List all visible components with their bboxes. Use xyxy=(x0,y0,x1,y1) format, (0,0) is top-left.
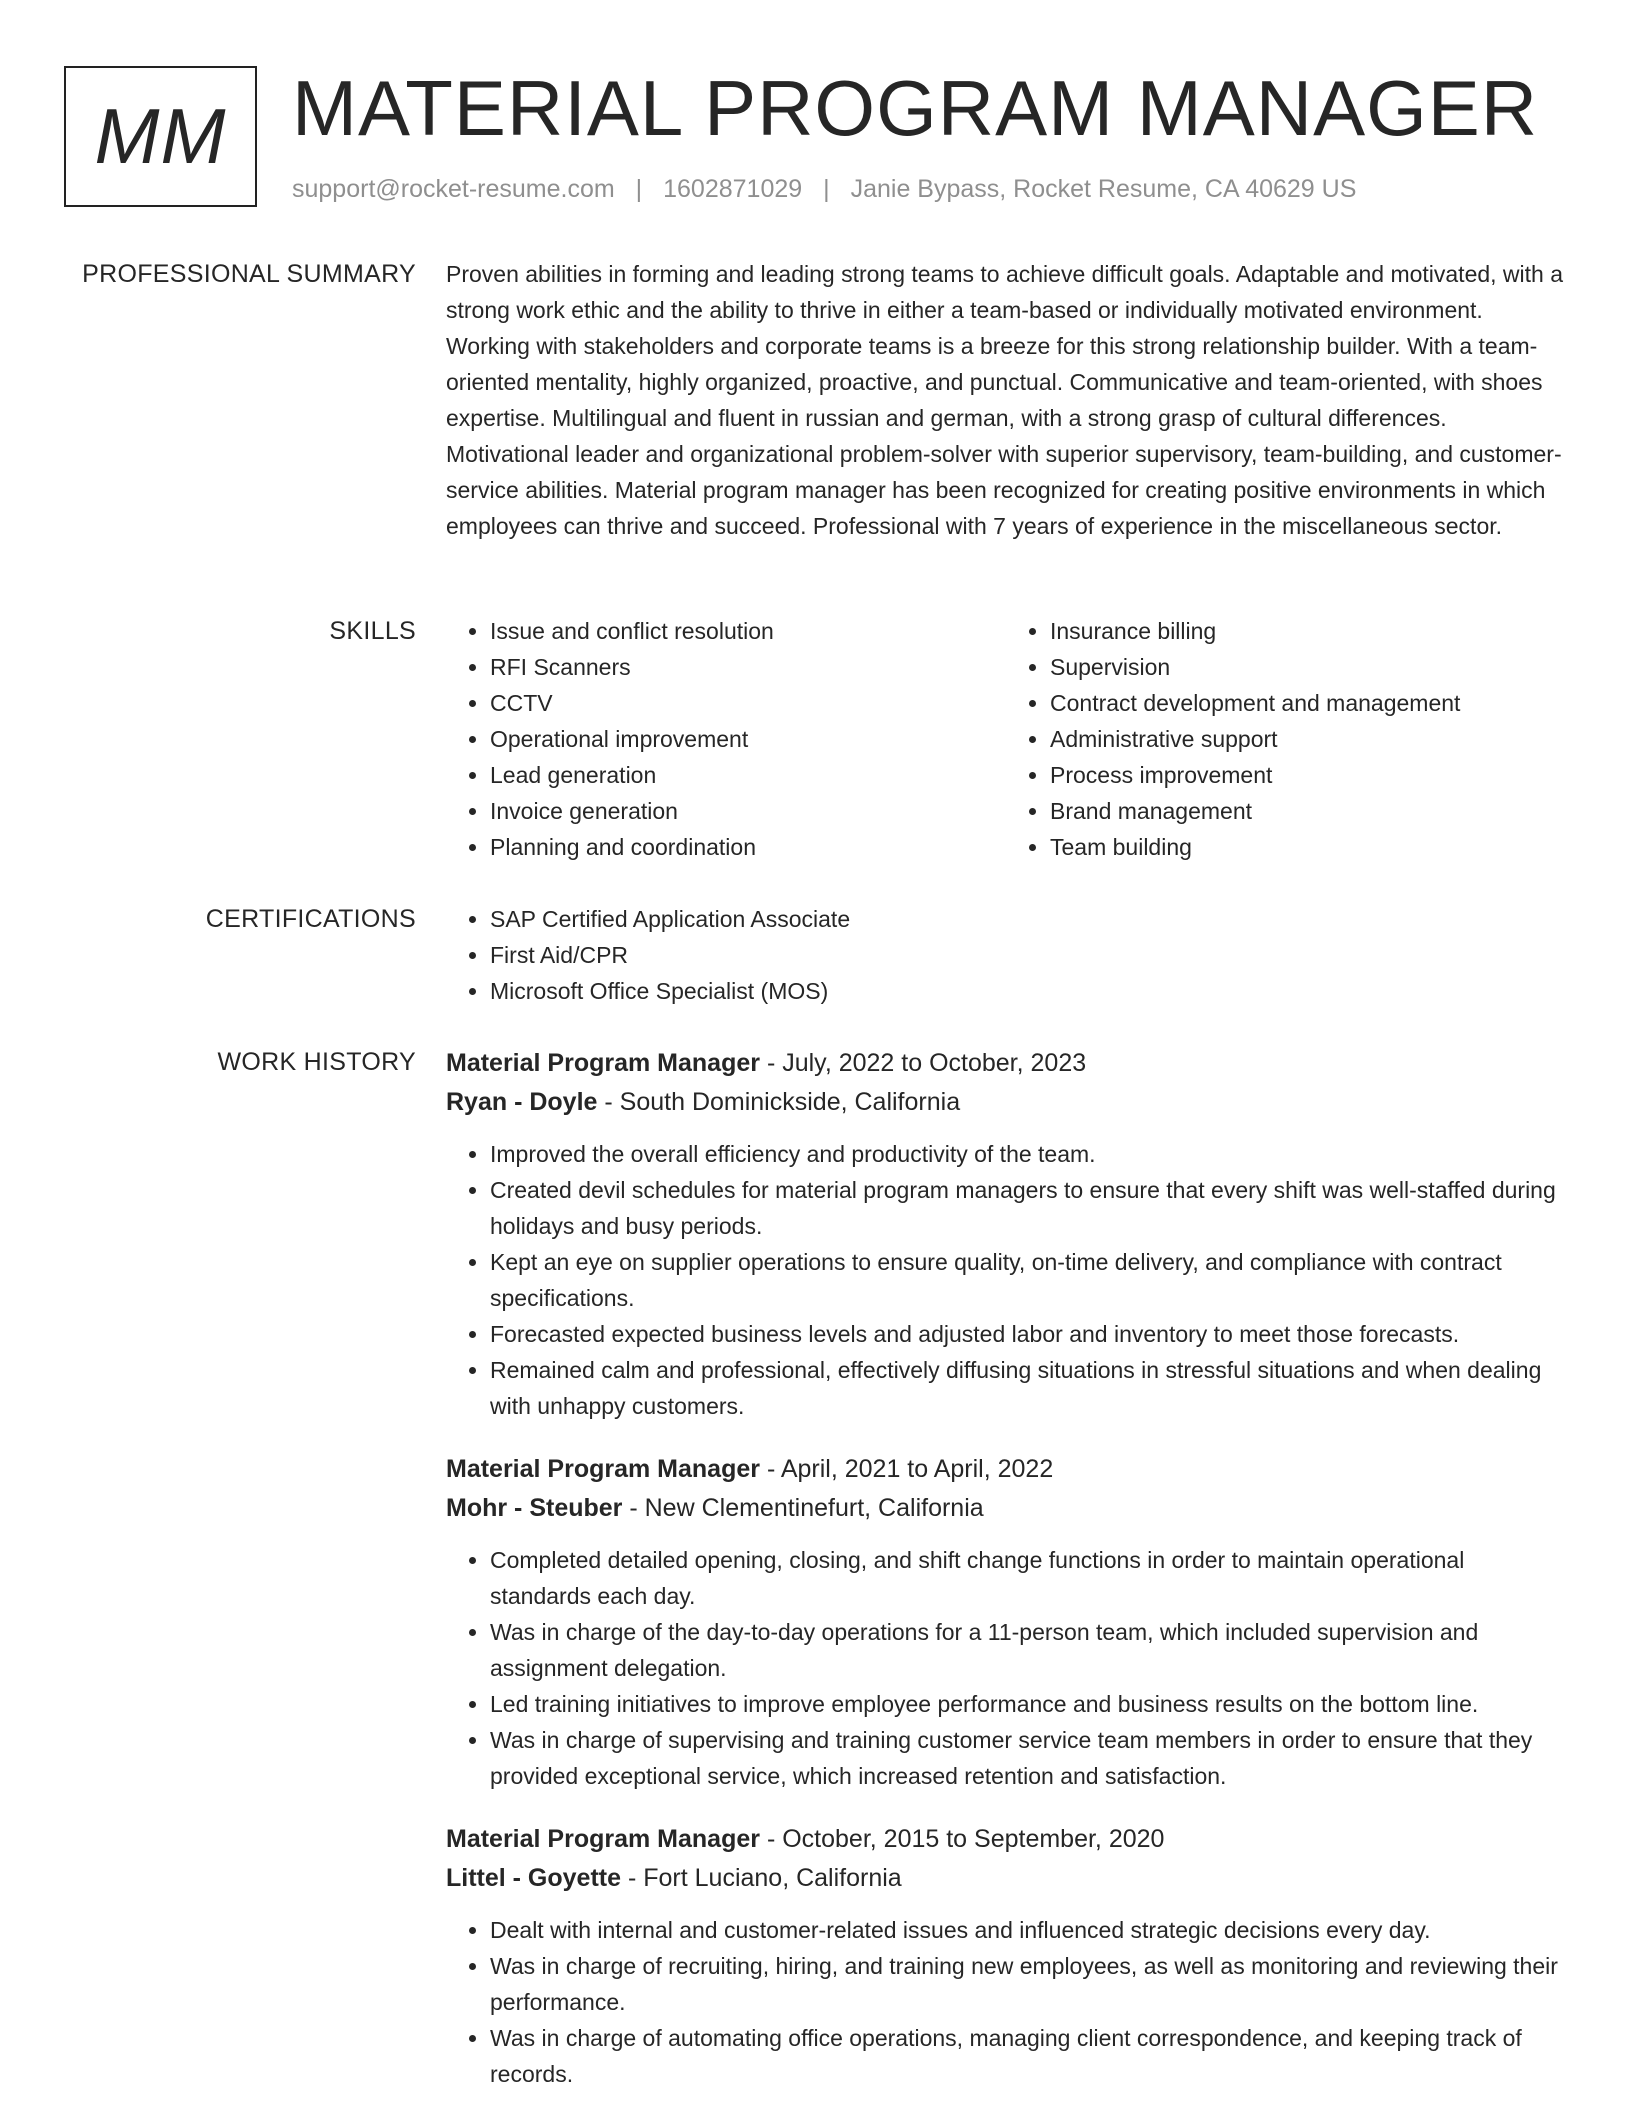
job-bullet: • Forecasted expected business levels and adjusted labor and inventory to meet those forecasts. xyxy=(490,1316,1566,1352)
job-entry xyxy=(446,1044,1566,1424)
job-dates: - July, 2022 to October, 2023 xyxy=(766,1049,1087,1077)
skill-item: • Administrative support xyxy=(1050,721,1566,757)
monogram-logo: MM xyxy=(64,66,257,207)
skill-item: • Insurance billing xyxy=(1050,613,1566,649)
skill-item: • Contract development and management xyxy=(1050,685,1566,721)
job-bullet: • Led training initiatives to improve employee performance and business results on the bottom line. xyxy=(490,1686,1566,1722)
job-bullet: • Was in charge of recruiting, hiring, and training new employees, as well as monitoring and reviewing their performance. xyxy=(490,1948,1566,2020)
contact-line xyxy=(292,172,1356,207)
job-bullets xyxy=(446,1136,1566,1424)
section-heading-skills: SKILLS xyxy=(329,617,416,645)
job-bullet: • Kept an eye on supplier operations to ensure quality, on-time delivery, and compliance with contract specifications. xyxy=(490,1244,1566,1316)
skill-item: • Operational improvement xyxy=(490,721,1006,757)
job-bullet: • Improved the overall efficiency and productivity of the team. xyxy=(490,1136,1566,1172)
certifications-body xyxy=(446,901,1566,1009)
job-dates: - April, 2021 to April, 2022 xyxy=(766,1455,1054,1483)
job-dates: - October, 2015 to September, 2020 xyxy=(766,1825,1165,1853)
job-title: Material Program Manager xyxy=(446,1825,760,1853)
job-title: Material Program Manager xyxy=(446,1049,760,1077)
section-heading-certifications: CERTIFICATIONS xyxy=(205,905,416,933)
job-bullets xyxy=(446,1912,1566,2092)
certification-item: • Microsoft Office Specialist (MOS) xyxy=(490,973,1566,1009)
job-location: - South Dominickside, California xyxy=(604,1088,961,1116)
job-location: - New Clementinefurt, California xyxy=(629,1494,984,1522)
skills-list-left xyxy=(446,613,1006,865)
job-company-line xyxy=(446,1859,1566,1898)
skill-item: • Planning and coordination xyxy=(490,829,1006,865)
job-bullet: • Was in charge of supervising and training customer service team members in order to ensure that they provided exceptional service, which increased retention and satisfaction. xyxy=(490,1722,1566,1794)
skill-item: • CCTV xyxy=(490,685,1006,721)
job-entry xyxy=(446,1820,1566,2092)
certification-item: • First Aid/CPR xyxy=(490,937,1566,973)
job-company: Ryan - Doyle xyxy=(446,1088,598,1116)
job-title-line xyxy=(446,1450,1566,1489)
job-company: Mohr - Steuber xyxy=(446,1494,623,1522)
job-bullet: • Completed detailed opening, closing, and shift change functions in order to maintain operational standards each day. xyxy=(490,1542,1566,1614)
skill-item: • Team building xyxy=(1050,829,1566,865)
skill-item: • Supervision xyxy=(1050,649,1566,685)
job-entry xyxy=(446,1450,1566,1794)
job-company-line xyxy=(446,1489,1566,1528)
skill-item: • Lead generation xyxy=(490,757,1006,793)
job-company-line xyxy=(446,1083,1566,1122)
skill-item: • RFI Scanners xyxy=(490,649,1006,685)
job-company: Littel - Goyette xyxy=(446,1864,622,1892)
job-bullet: • Remained calm and professional, effectively diffusing situations in stressful situations and when dealing with unhappy customers. xyxy=(490,1352,1566,1424)
contact-email[interactable]: support@rocket-resume.com xyxy=(292,175,615,203)
contact-separator: | xyxy=(823,175,830,203)
job-bullet: • Was in charge of automating office operations, managing client correspondence, and keeping track of records. xyxy=(490,2020,1566,2092)
job-title-line xyxy=(446,1820,1566,1859)
summary-text: Proven abilities in forming and leading strong teams to achieve difficult goals. Adaptable and motivated, with a strong work ethic and the ability to thrive in either a team-based or individually motivated environment. Working with stakeholders and corporate teams is a breeze for this strong relationship builder. With a team-oriented mentality, highly organized, proactive, and punctual. Communicative and team-oriented, with shoes expertise. Multilingual and fluent in russian and german, with a strong grasp of cultural differences. Motivational leader and organizational problem-solver with superior supervisory, team-building, and customer-service abilities. Material program manager has been recognized for creating positive environments in which employees can thrive and succeed. Professional with 7 years of experience in the miscellaneous sector. xyxy=(446,261,1564,539)
job-title-line xyxy=(446,1044,1566,1083)
section-heading-work-history: WORK HISTORY xyxy=(217,1048,416,1076)
job-bullet: • Dealt with internal and customer-related issues and influenced strategic decisions every day. xyxy=(490,1912,1566,1948)
certification-item: • SAP Certified Application Associate xyxy=(490,901,1566,937)
resume-header xyxy=(64,64,1568,214)
skill-item: • Issue and conflict resolution xyxy=(490,613,1006,649)
summary-body xyxy=(446,256,1566,544)
job-bullets xyxy=(446,1542,1566,1794)
skill-item: • Process improvement xyxy=(1050,757,1566,793)
contact-address: Janie Bypass, Rocket Resume, CA 40629 US xyxy=(850,175,1357,203)
certifications-list xyxy=(446,901,1566,1009)
contact-phone[interactable]: 1602871029 xyxy=(663,175,803,203)
work-history-body xyxy=(446,1044,1566,2118)
skills-body xyxy=(446,613,1566,865)
job-location: - Fort Luciano, California xyxy=(627,1864,902,1892)
section-heading-summary: PROFESSIONAL SUMMARY xyxy=(82,260,416,288)
contact-separator: | xyxy=(635,175,643,203)
job-bullet: • Created devil schedules for material program managers to ensure that every shift was well-staffed during holidays and busy periods. xyxy=(490,1172,1566,1244)
skills-list-right xyxy=(1006,613,1566,865)
page-title: MATERIAL PROGRAM MANAGER xyxy=(292,64,1539,152)
job-bullet: • Was in charge of the day-to-day operations for a 11-person team, which included supervision and assignment delegation. xyxy=(490,1614,1566,1686)
skill-item: • Invoice generation xyxy=(490,793,1006,829)
job-title: Material Program Manager xyxy=(446,1455,760,1483)
skill-item: • Brand management xyxy=(1050,793,1566,829)
